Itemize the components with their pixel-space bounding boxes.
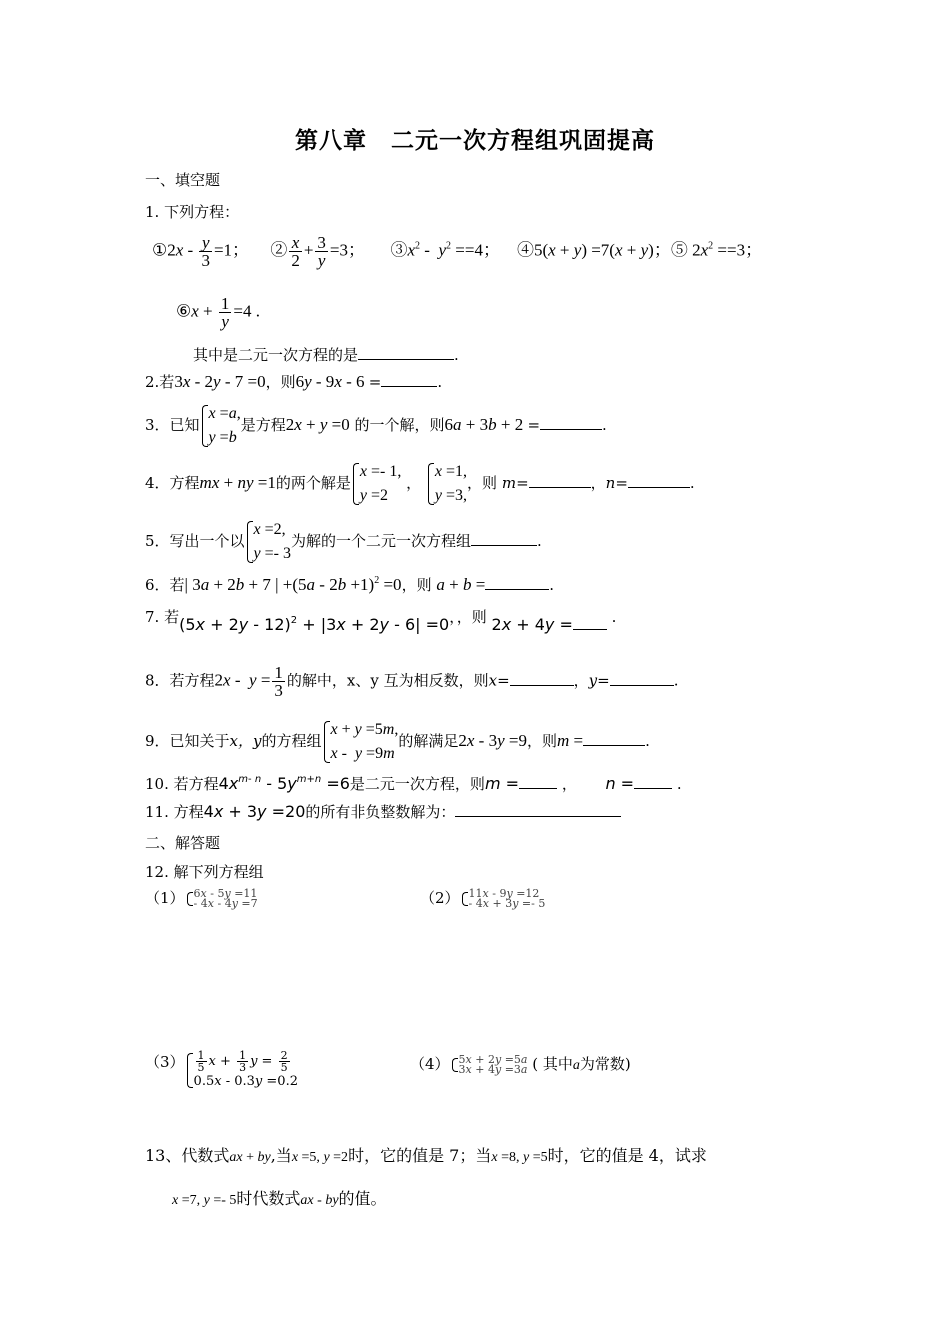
q9: 9．已知关于x，y的方程组 x + y =5m, x - y =9m 的解满足2x - 3y =9，则m = . <box>145 718 650 766</box>
section-solve: 二、解答题 <box>145 834 221 852</box>
q1-question: 其中是二元一次方程的是 . <box>193 346 459 364</box>
q12-part4: （4） 5x + 2y =5a 3x + 4y =3a ( 其中a为常数) <box>410 1053 631 1076</box>
section-fill-in: 一、填空题 <box>145 171 221 189</box>
q11: 11. 方程4x + 3y =20的所有非负整数解为： <box>145 802 621 822</box>
q1-label: 1. 下列方程： <box>145 203 240 221</box>
q6: 6．若| 3a + 2b + 7 | $+(5a - 2b +1)^2 =0$，则 a + b = . <box>145 575 555 594</box>
q10: 10. 若方程$4x^{m- n} - 5y^{m+n} =6$是二元一次方程，则m = ， n = . <box>145 774 682 793</box>
q12-part2: （2） 11x - 9y =12 - 4x + 3y =- 5 <box>420 887 546 910</box>
q1-equations-row1: ①2x - $\frac{y}{3}$ =1； ② $\frac{x}{2}$ + $\frac{3}{y}$ =3； $③x^2 - y^2 ==4$； ④5(x + y) =7(x + y)；⑤ $2x^2 ==3$； <box>152 233 763 270</box>
q3: 3．已知 x =a, y =b 是方程2x + y =0 的一个解，则6a + 3b + 2 = . <box>145 402 607 450</box>
q7: 7. 若$(5x + 2y - 12)^2 + |3x + 2y - 6| =0$，，则 2x + 4y = . <box>145 608 617 634</box>
q1-equations-row2: ⑥x + $\frac{1}{y}$ =4 . <box>176 294 260 331</box>
q5: 5．写出一个以 x =2, y =- 3 为解的一个二元一次方程组 . <box>145 518 542 566</box>
page-title: 第八章 二元一次方程组巩固提高 <box>295 128 655 154</box>
q12-part1: （1） 6x - 5y =11 - 4x - 4y =7 <box>145 887 258 910</box>
q8: 8．若方程2x - y = $\frac{1}{3}$ 的解中，x、y 互为相反数，则x= ，y= . <box>145 663 679 700</box>
q12-part3: （3） $\frac{1}{5}$ x + $\frac{1}{3}$ y = $\frac{2}{5}$ 0.5x - 0.3y =0.2 <box>145 1049 298 1089</box>
q12-label: 12. 解下列方程组 <box>145 863 264 881</box>
q2: 2.若3x - 2y - 7 =0，则6y - 9x - 6 = . <box>145 372 443 391</box>
q13-line1: 13、代数式ax + by,当x =5, y =2时，它的值是 7；当x =8, y =5时，它的值是 4，试求 <box>145 1146 707 1165</box>
q13-line2: x =7, y =- 5时代数式ax - by的值。 <box>172 1189 387 1208</box>
q4: 4．方程mx + ny =1的两个解是 x =- 1, y =2 ， x =1, y =3, ，则 m= ，n= . <box>145 460 695 508</box>
